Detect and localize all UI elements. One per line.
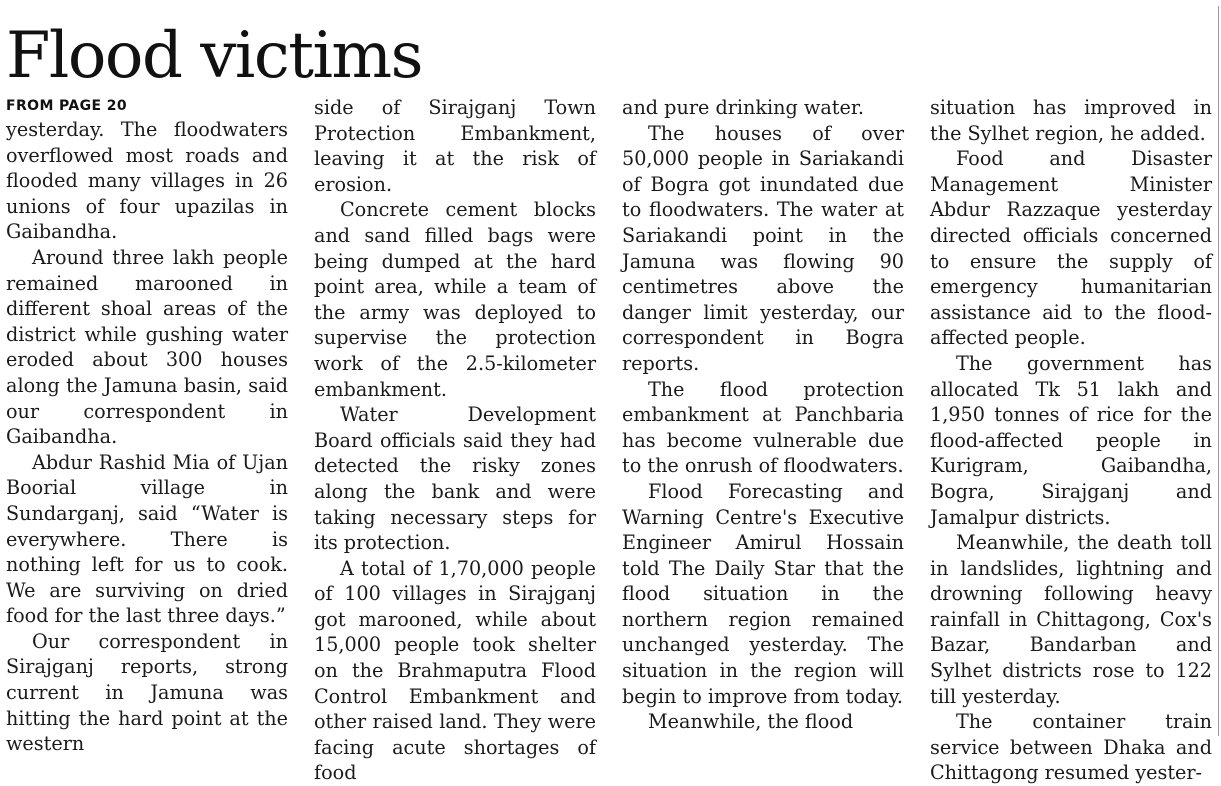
paragraph: Meanwhile, the flood	[648, 710, 854, 734]
paragraph: situation has improved in the Sylhet region, he added.	[930, 96, 1212, 145]
paragraph: The container train service between Dhaka and Chittagong resumed yester-	[930, 710, 1212, 785]
paragraph: Food and Disaster Management Minister Abdur Razzaque yesterday directed officials concerned to ensure the supply of emergency humanitarian assistance aid to the flood-affected people.	[930, 147, 1212, 350]
article-column-1	[6, 95, 288, 756]
paragraph: The government has allocated Tk 51 lakh and 1,950 tonnes of rice for the flood-affected people in Kurigram, Gaibandha, Bogra, Sirajganj and Jamalpur districts.	[930, 351, 1212, 529]
column-rule	[1218, 6, 1219, 736]
paragraph: side of Sirajganj Town Protection Embankment, leaving it at the risk of erosion.	[314, 96, 596, 196]
article-body	[6, 95, 1212, 785]
paragraph: Meanwhile, the death toll in landslides, lightning and drowning following heavy rainfall in Chittagong, Cox's Bazar, Bandarban and Sylhet districts rose to 122 till yesterday.	[930, 531, 1212, 708]
paragraph: Flood Forecasting and Warning Centre's Executive Engineer Amirul Hossain told The Daily Star that the flood situation in the northern region remained unchanged yesterday. The situation in the region will begin to improve from today.	[622, 479, 904, 708]
headline: Flood victims	[6, 19, 422, 93]
paragraph: Water Development Board officials said they had detected the risky zones along the bank and were taking necessary steps for its protection.	[314, 403, 596, 555]
continuation-kicker: FROM PAGE 20	[6, 98, 128, 114]
paragraph: Abdur Rashid Mia of Ujan Boorial village in Sundarganj, said “Water is everywhere. There is nothing left for us to cook. We are surviving on dried food for the last three days.”	[6, 450, 288, 628]
article-column-4	[930, 95, 1212, 785]
paragraph: Our correspondent in Sirajganj reports, strong current in Jamuna was hitting the hard point at the western	[6, 629, 288, 756]
paragraph: The flood protection embankment at Panchbaria has become vulnerable due to the onrush of floodwaters.	[622, 377, 904, 478]
paragraph: Concrete cement blocks and sand filled bags were being dumped at the hard point area, while a team of the army was deployed to supervise the protection work of the 2.5-kilometer embankment.	[314, 198, 596, 401]
paragraph: and pure drinking water.	[622, 96, 864, 119]
paragraph: A total of 1,70,000 people of 100 villages in Sirajganj got marooned, while about 15,000 people took shelter on the Brahmaputra Flood Control Embankment and other raised land. They were facing acute shortages of food	[314, 556, 596, 785]
paragraph: Around three lakh people remained marooned in different shoal areas of the district while gushing water eroded about 300 houses along the Jamuna basin, said our correspondent in Gaibandha.	[6, 245, 288, 449]
paragraph: yesterday. The floodwaters overflowed most roads and flooded many villages in 26 unions of four upazilas in Gaibandha.	[6, 118, 288, 244]
paragraph: The houses of over 50,000 people in Sariakandi of Bogra got inundated due to floodwaters. The water at Sariakandi point in the Jamuna was flowing 90 centimetres above the danger limit yesterday, our correspondent in Bogra reports.	[622, 121, 904, 375]
article-column-2	[314, 95, 596, 785]
article-column-3	[622, 95, 904, 741]
